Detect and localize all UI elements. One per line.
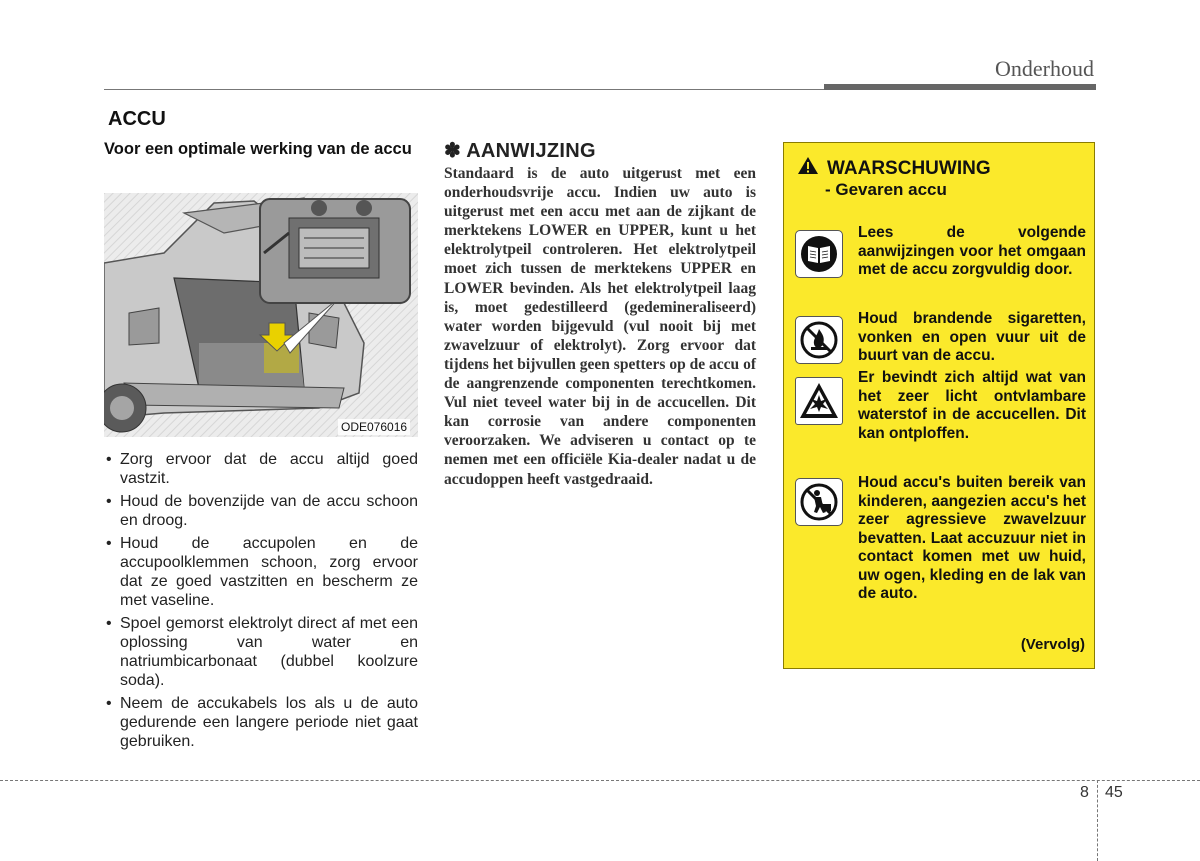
car-battery-illustration	[104, 193, 418, 437]
no-fire-icon	[795, 316, 843, 364]
warning-item-text: Lees de volgende aanwijzingen voor het omgaan met de accu zorgvuldig door.	[858, 224, 1086, 278]
header-accent-bar	[824, 84, 1096, 90]
subheading: Voor een optimale werking van de accu	[104, 140, 412, 158]
warning-subtitle: - Gevaren accu	[825, 180, 947, 199]
explosion-warning-icon	[795, 377, 843, 425]
warning-item-text: Houd brandende sigaretten, vonken en open vuur uit de buurt van de accu.	[858, 310, 1086, 364]
note-heading-label: AANWIJZING	[466, 140, 596, 162]
list-item: • Houd de accupolen en de accupoolklemmen schoon, zorg ervoor dat ze goed vastzitten en bescherm ze met vaseline.	[104, 534, 418, 610]
warning-title	[797, 156, 991, 181]
note-symbol-icon: ✽	[444, 140, 462, 162]
continued-label: (Vervolg)	[1020, 636, 1085, 653]
header-title: Onderhoud	[995, 56, 1094, 81]
list-item: • Neem de accukabels los als u de auto gedurende een langere periode niet gaat gebruiken.	[104, 694, 418, 751]
section-title: ACCU	[108, 108, 166, 130]
footer-divider	[0, 780, 1200, 781]
figure-caption: ODE076016	[338, 419, 410, 435]
note-body: Standaard is de auto uitgerust met een onderhoudsvrije accu. Indien uw auto is uitgerust met een accu met aan de zijkant de merktekens LOWER en UPPER, kunt u het elektrolytpeil controleren. Het elektrolytpeil moet zich tussen de merktekens UPPER en LOWER bevinden. Als het elektrolytpeil laag is, moet gedestilleerd (gedemineraliseerd) water worden bijgevuld (vul nooit bij met zwavelzuur of elektrolyt). Zorg ervoor dat tijdens het bijvullen geen spetters op de accu of de aangrenzende componenten terechtkomen. Vul niet teveel water bij in de accucellen. Dit kan corrosie van andere componenten veroorzaken. We adviseren u contact op te nemen met een officiële Kia-dealer nadat u de accudoppen heeft vastgedraaid.	[444, 165, 756, 488]
warning-item-text: Houd accu's buiten bereik van kinderen, aangezien accu's het zeer agressieve zwavelzuur bevatten. Laat accuzuur niet in contact komen met uw huid, uw ogen, kleding en de lak van de auto.	[858, 474, 1086, 602]
list-item: • Houd de bovenzijde van de accu schoon en droog.	[104, 492, 418, 530]
warning-title-label: WAARSCHUWING	[827, 157, 991, 179]
footer-vertical-divider	[1097, 780, 1098, 861]
header-rule	[104, 89, 824, 90]
book-icon	[795, 230, 843, 278]
warning-triangle-icon	[797, 156, 819, 181]
note-heading	[444, 138, 596, 163]
list-item: • Spoel gemorst elektrolyt direct af met een oplossing van water en natriumbicarbonaat (dubbel koolzure soda).	[104, 614, 418, 690]
chapter-number: 8	[1080, 784, 1089, 801]
maintenance-bullet-list	[104, 450, 418, 755]
warning-item-text: Er bevindt zich altijd wat van het zeer licht ontvlambare waterstof in de accucellen. Dit kan ontploffen.	[858, 369, 1086, 442]
keep-away-children-icon	[795, 478, 843, 526]
list-item: • Zorg ervoor dat de accu altijd goed vastzit.	[104, 450, 418, 488]
page-number: 45	[1105, 784, 1123, 801]
